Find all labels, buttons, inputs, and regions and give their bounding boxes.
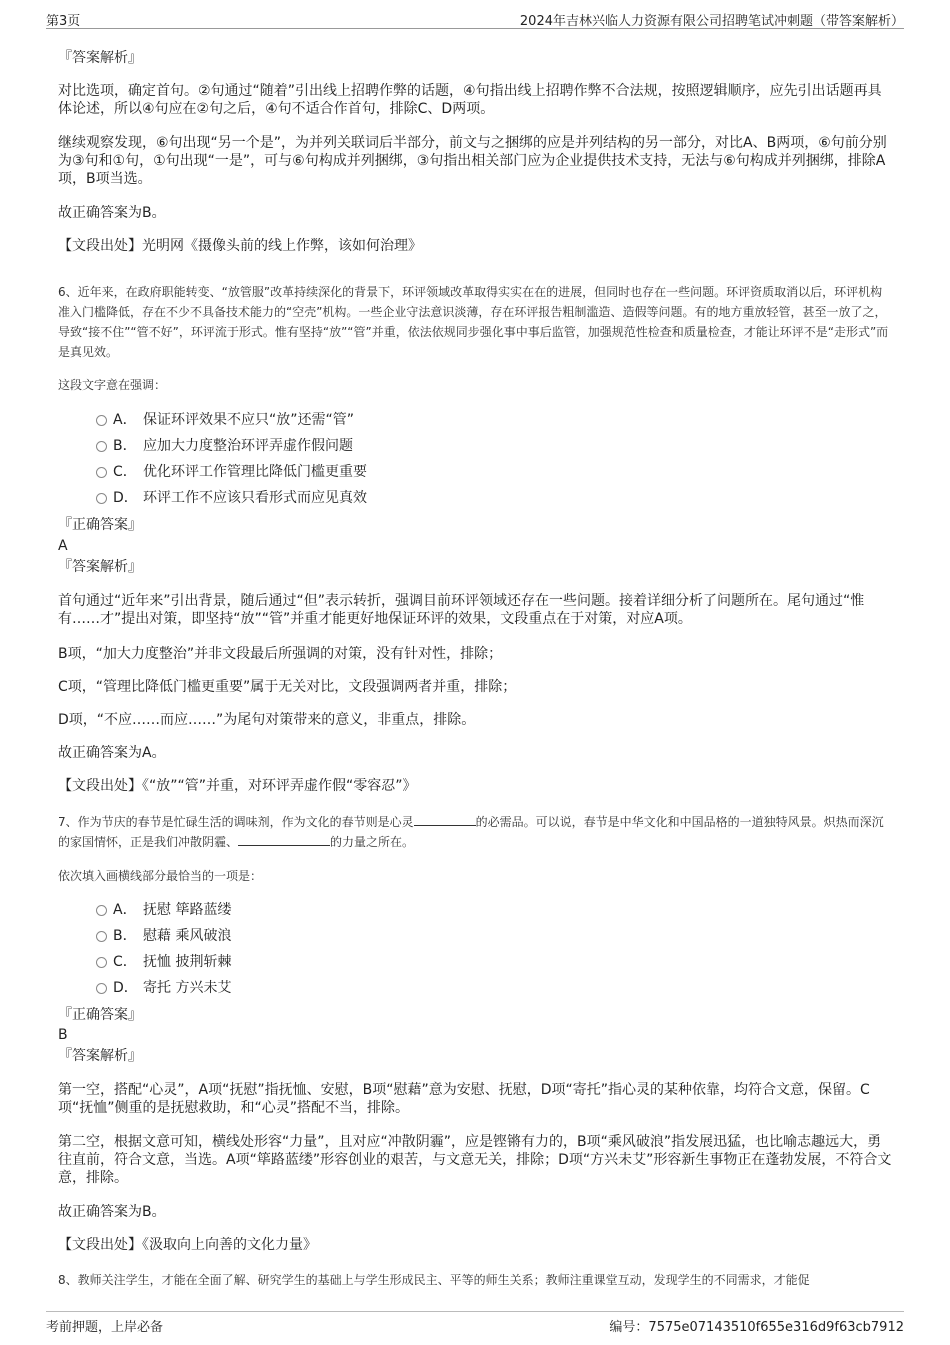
q7-option-c[interactable]: C． 抚恤 披荆斩棘 (96, 952, 231, 972)
q7-option-b[interactable]: B． 慰藉 乘风破浪 (96, 926, 231, 946)
q7-option-a[interactable]: A． 抚慰 筚路蓝缕 (96, 900, 231, 920)
q5-analysis-p2: 继续观察发现，⑥句出现“另一个是”，为并列关联词后半部分，前文与之捆绑的应是并列结构的另一部分，对比A、B两项，⑥句前分别为③句和①句，①句出现“一是”，可与⑥句构成并列捆绑，③句指出相关部门应为企业提供技术支持，无法与⑥句构成并列捆绑，排除A项，B项当选。 (58, 135, 887, 187)
q5-conclusion: 故正确答案为B。 (58, 205, 166, 221)
q5-source: 【文段出处】光明网《摄像头前的线上作弊，该如何治理》 (58, 238, 422, 254)
radio-icon[interactable] (96, 983, 107, 994)
blank-1 (414, 813, 476, 826)
radio-icon[interactable] (96, 931, 107, 942)
q6-conclusion: 故正确答案为A。 (58, 745, 166, 761)
q7-option-d[interactable]: D． 寄托 方兴未艾 (96, 978, 231, 998)
q6-question: 这段文字意在强调： (58, 378, 167, 392)
q8-stem: 8、教师关注学生，才能在全面了解、研究学生的基础上与学生形成民主、平等的师生关系；教师注重课堂互动，发现学生的不同需求，才能促 (58, 1273, 810, 1287)
q7-correct-label: 『正确答案』 (58, 1007, 142, 1023)
radio-icon[interactable] (96, 905, 107, 916)
q6-option-b[interactable]: B． 应加大力度整治环评弄虚作假问题 (96, 436, 353, 456)
q7-conclusion: 故正确答案为B。 (58, 1204, 166, 1220)
radio-icon[interactable] (96, 441, 107, 452)
radio-icon[interactable] (96, 493, 107, 504)
q6-answer: A (58, 538, 68, 554)
q6-correct-label: 『正确答案』 (58, 517, 142, 533)
q5-analysis-p1: 对比选项，确定首句。②句通过“随着”引出线上招聘作弊的话题，④句指出线上招聘作弊不合法规，按照逻辑顺序，应先引出话题再具体论述，所以④句应在②句之后，④句不适合作首句，排除C、D两项。 (58, 83, 882, 117)
q7-question: 依次填入画横线部分最恰当的一项是： (58, 869, 263, 883)
radio-icon[interactable] (96, 957, 107, 968)
q6-option-d[interactable]: D． 环评工作不应该只看形式而应见真效 (96, 488, 367, 508)
q6-analysis-p2: B项，“加大力度整治”并非文段最后所强调的对策，没有针对性，排除； (58, 646, 503, 662)
q6-analysis-p3: C项，“管理比降低门槛更重要”属于无关对比，文段强调两者并重，排除； (58, 679, 517, 695)
radio-icon[interactable] (96, 415, 107, 426)
page-footer (46, 1311, 904, 1334)
document-title: 2024年吉林兴临人力资源有限公司招聘笔试冲刺题（带答案解析） (519, 14, 904, 29)
q7-stem: 7、作为节庆的春节是忙碌生活的调味剂，作为文化的春节则是心灵 的必需品。可以说，春节是中华文化和中国品格的一道独特风景。炽热而深沉的家国情怀，正是我们冲散阴霾、 的力量之所在。 (58, 815, 884, 849)
q6-analysis-label: 『答案解析』 (58, 559, 142, 575)
q6-stem: 6、近年来，在政府职能转变、“放管服”改革持续深化的背景下，环评领域改革取得实实在在的进展，但同时也存在一些问题。环评资质取消以后，环评机构准入门槛降低，存在不少不具备技术能力的“空壳”机构。一些企业守法意识淡薄，存在环评报告粗制滥造、造假等问题。有的地方重放轻管，甚至一放了之，导致“接不住”“管不好”，环评流于形式。惟有坚持“放”“管”并重，依法依规同步强化事中事后监管，加强规范性检查和质量检查，才能让环评不是“走形式”而是真见效。 (58, 285, 889, 359)
blank-2 (238, 833, 330, 846)
page-number: 第3页 (46, 14, 81, 29)
q6-analysis-p1: 首句通过“近年来”引出背景，随后通过“但”表示转折，强调目前环评领域还存在一些问题。接着详细分析了问题所在。尾句通过“惟有……才”提出对策，即坚持“放”“管”并重才能更好地保证环评的效果，文段重点在于对策，对应A项。 (58, 593, 865, 627)
q7-analysis-p2: 第二空，根据文意可知，横线处形容“力量”，且对应“冲散阴霾”，应是铿锵有力的，B项“乘风破浪”指发展迅猛，也比喻志趣远大，勇往直前，符合文意，当选。A项“筚路蓝缕”形容创业的艰苦，与文意无关，排除；D项“方兴未艾”形容新生事物正在蓬勃发展，不符合文意，排除。 (58, 1134, 892, 1186)
q7-source: 【文段出处】《汲取向上向善的文化力量》 (58, 1237, 317, 1253)
page-header (46, 8, 904, 29)
q7-answer: B (58, 1027, 68, 1043)
q6-option-a[interactable]: A． 保证环评效果不应只“放”还需“管” (96, 410, 354, 430)
q6-analysis-p4: D项，“不应……而应……”为尾句对策带来的意义，非重点，排除。 (58, 712, 476, 728)
document-id: 编号：7575e07143510f655e316d9f63cb7912 (609, 1320, 904, 1335)
q5-analysis-label: 『答案解析』 (58, 50, 142, 66)
q6-source: 【文段出处】《“放”“管”并重，对环评弄虚作假“零容忍”》 (58, 778, 417, 794)
footer-slogan: 考前押题，上岸必备 (46, 1320, 164, 1335)
radio-icon[interactable] (96, 467, 107, 478)
q6-option-c[interactable]: C． 优化环评工作管理比降低门槛更重要 (96, 462, 367, 482)
q7-analysis-label: 『答案解析』 (58, 1048, 142, 1064)
q7-analysis-p1: 第一空，搭配“心灵”，A项“抚慰”指抚恤、安慰，B项“慰藉”意为安慰、抚慰，D项“寄托”指心灵的某种依靠，均符合文意，保留。C项“抚恤”侧重的是抚慰救助，和“心灵”搭配不当，排除。 (58, 1082, 870, 1116)
